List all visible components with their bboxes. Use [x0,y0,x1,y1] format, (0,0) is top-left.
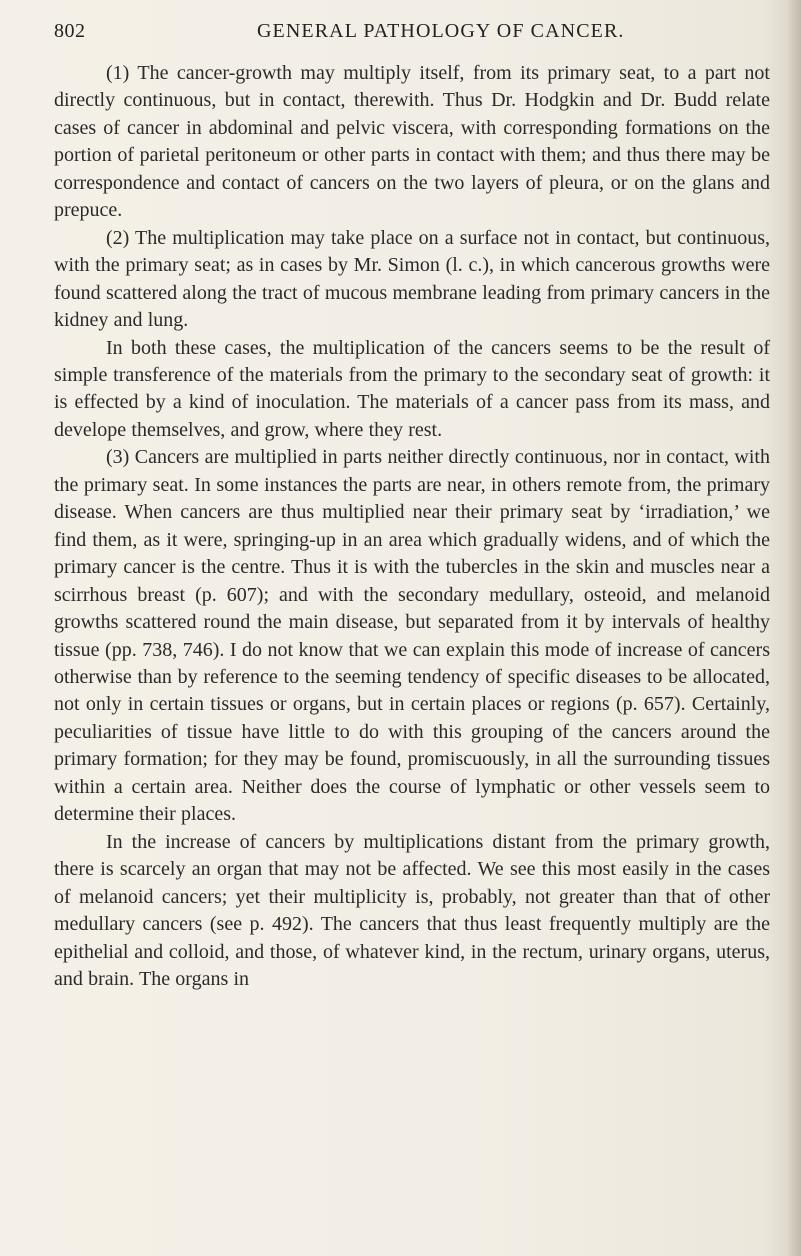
paragraph-2: (2) The multiplication may take place on a surface not in contact, but continuous, with the primary seat; as in cases by Mr. Simon (l. c.), in which cancerous growths were found scattered along the tract of mucous membrane leading from primary cancers in the kidney and lung. [54,226,770,332]
body-text [54,60,770,993]
page-header [54,20,754,56]
paragraph-3: In both these cases, the multiplication of the cancers seems to be the result of simple transference of the materials from the primary to the secondary seat of growth: it is effected by a kind of inoculation. The materials of a cancer pass from its mass, and develope themselves, and grow, where they rest. [54,336,770,441]
page-edge-shadow [787,0,801,1256]
paragraph-1: (1) The cancer-growth may multiply itself, from its primary seat, to a part not directly continuous, but in contact, therewith. Thus Dr. Hodgkin and Dr. Budd relate cases of cancer in abdominal and pelvic viscera, with corresponding formations on the portion of parietal peritoneum or other parts in contact with them; and thus there may be correspondence and contact of cancers on the two layers of pleura, or on the glans and prepuce. [54,62,770,222]
running-title: GENERAL PATHOLOGY OF CANCER. [257,20,625,42]
page-number: 802 [54,20,86,42]
paragraph-5: In the increase of cancers by multiplications distant from the primary growth, there is scarcely an organ that may not be affected. We see this most easily in the cases of melanoid cancers; yet their multiplicity is, probably, not greater than that of other medullary cancers (see p. 492). The cancers that thus least frequently multiply are the epithelial and colloid, and those, of whatever kind, in the rectum, urinary organs, uterus, and brain. The organs in [54,830,770,990]
paragraph-4: (3) Cancers are multiplied in parts neither directly continuous, nor in contact, with the primary seat. In some instances the parts are near, in others remote from, the primary disease. When cancers are thus multiplied near their primary seat by ‘irradiation,’ we find them, as it were, springing-up in an area which gradually widens, and of which the primary cancer is the centre. Thus it is with the tubercles in the skin and muscles near a scirrhous breast (p. 607); and with the secondary medullary, osteoid, and melanoid growths scattered round the main disease, but separated from it by intervals of healthy tissue (pp. 738, 746). I do not know that we can explain this mode of increase of cancers otherwise than by reference to the seeming tendency of specific diseases to be allocated, not only in certain tissues or organs, but in certain places or regions (p. 657). Certainly, peculiarities of tissue have little to do with this grouping of the cancers around the primary formation; for they may be found, promiscuously, in all the surrounding tissues within a certain area. Neither does the course of lymphatic or other vessels seem to determine their places. [54,446,770,826]
